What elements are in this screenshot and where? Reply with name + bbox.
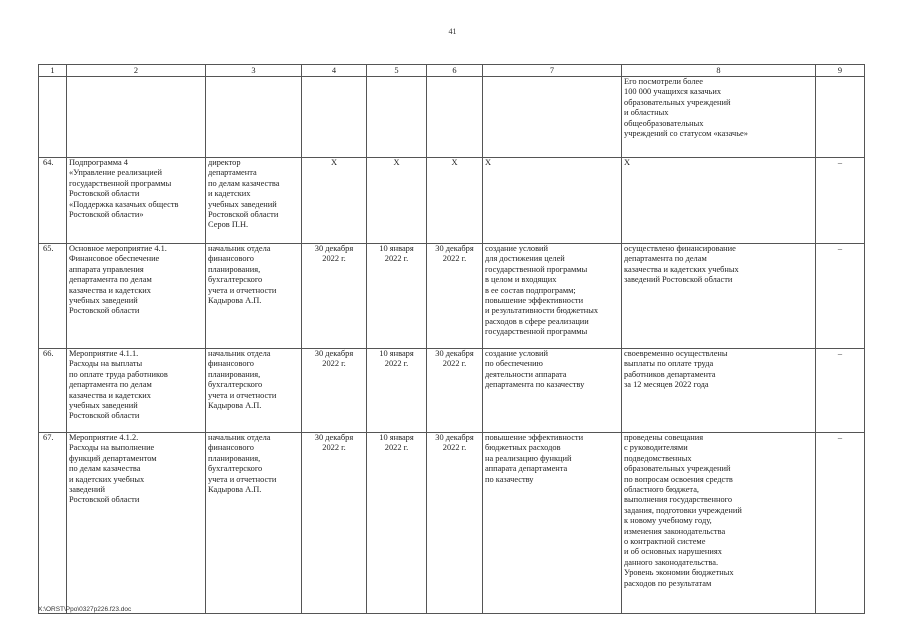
- cell-expected-result: [483, 77, 622, 158]
- cell-text-line: выплаты по оплате труда: [624, 359, 714, 369]
- cell-text-line: 2022 г.: [322, 359, 346, 369]
- column-header: 7: [483, 65, 622, 77]
- cell-text-line: «Управление реализацией: [69, 168, 162, 178]
- cell-text-line: по делам казачества: [208, 178, 280, 188]
- cell-text-line: заведений Ростовской области: [624, 275, 733, 285]
- cell-number: 66.: [39, 349, 67, 433]
- cell-text-line: и кадетских учебных: [69, 474, 145, 484]
- cell-text-line: выполнения государственного: [624, 495, 733, 505]
- cell-responsible: [206, 349, 302, 433]
- cell-text-line: 2022 г.: [442, 359, 467, 369]
- cell-text-line: аппарата департамента: [485, 464, 568, 474]
- cell-text-line: Х: [330, 158, 338, 167]
- cell-text-line: в ее состав подпрограмм;: [485, 285, 576, 295]
- cell-text-line: осуществлено финансирование: [624, 244, 736, 253]
- cell-text-line: создание условий: [485, 349, 549, 358]
- cell-text-line: казачества и кадетских: [69, 285, 151, 295]
- cell-text-line: казачества и кадетских: [69, 390, 151, 400]
- column-header: 3: [206, 65, 302, 77]
- cell-text-line: бухгалтерского: [208, 380, 263, 390]
- cell-text-line: Ростовской области: [208, 210, 279, 220]
- cell-plan-end: [427, 244, 483, 349]
- cell-text-line: государственной программы: [485, 327, 588, 337]
- cell-text-line: Его посмотрели более: [624, 77, 703, 86]
- cell-text-line: учета и отчетности: [208, 474, 277, 484]
- cell-text-line: бюджетных расходов: [485, 443, 561, 453]
- cell-text-line: казачества и кадетских учебных: [624, 264, 739, 274]
- cell-text-line: по казачеству: [485, 474, 534, 484]
- cell-text-line: учета и отчетности: [208, 285, 277, 295]
- cell-text-line: 2022 г.: [322, 254, 346, 264]
- cell-text-line: изменения законодательства: [624, 526, 726, 536]
- cell-text-line: учебных заведений: [69, 401, 138, 411]
- header-row: [39, 65, 865, 77]
- cell-text-line: деятельности аппарата: [485, 369, 567, 379]
- cell-text-line: департамента по делам: [624, 254, 707, 264]
- page-number: 41: [448, 27, 457, 36]
- cell-text-line: Ростовской области: [69, 495, 140, 505]
- cell-responsible: [206, 433, 302, 614]
- column-header: 2: [67, 65, 206, 77]
- cell-expected-result: [483, 433, 622, 614]
- cell-fact-start: [367, 77, 427, 158]
- cell-text-line: начальник отдела: [208, 244, 271, 253]
- column-header: 6: [427, 65, 483, 77]
- report-table: [38, 64, 865, 614]
- cell-text-line: бухгалтерского: [208, 275, 263, 285]
- cell-text-line: финансового: [208, 359, 254, 369]
- cell-reasons: [816, 433, 865, 614]
- cell-text-line: подведомственных: [624, 453, 692, 463]
- cell-number: 67.: [39, 433, 67, 614]
- cell-reasons: [816, 158, 865, 244]
- cell-text-line: 10 января: [379, 244, 414, 253]
- cell-text-line: и об основных нарушениях: [624, 547, 722, 557]
- cell-text-line: Серов П.Н.: [208, 220, 249, 230]
- cell-responsible: [206, 244, 302, 349]
- cell-text-line: Ростовской области»: [69, 210, 144, 220]
- cell-text-line: 2022 г.: [322, 443, 346, 453]
- cell-text-line: Кадырова А.П.: [208, 485, 262, 495]
- cell-text-line: проведены совещания: [624, 433, 704, 442]
- cell-text-line: 30 декабря: [435, 349, 474, 358]
- cell-fact-start: [367, 244, 427, 349]
- cell-text-line: за 12 месяцев 2022 года: [624, 380, 709, 390]
- cell-expected-result: [483, 244, 622, 349]
- cell-text-line: учебных заведений: [69, 296, 138, 306]
- column-header: 4: [302, 65, 367, 77]
- cell-text-line: государственной программы: [69, 178, 172, 188]
- cell-text-line: 2022 г.: [442, 254, 467, 264]
- cell-text-line: Х: [451, 158, 458, 167]
- cell-text-line: учреждений со статусом «казачье»: [624, 129, 748, 139]
- cell-event-name: [67, 158, 206, 244]
- cell-fact-start: [367, 433, 427, 614]
- cell-text-line: образовательных учреждений: [624, 97, 731, 107]
- cell-text-line: на реализацию функций: [485, 453, 572, 463]
- cell-actual-result: [622, 433, 816, 614]
- cell-number: [39, 77, 67, 158]
- cell-text-line: образовательных учреждений: [624, 464, 731, 474]
- cell-responsible: [206, 158, 302, 244]
- cell-text-line: 30 декабря: [314, 349, 354, 358]
- cell-text-line: 2022 г.: [384, 359, 409, 369]
- cell-text-line: своевременно осуществлены: [624, 349, 728, 358]
- cell-expected-result: [483, 349, 622, 433]
- cell-text-line: работников департамента: [624, 369, 716, 379]
- cell-plan-start: [302, 158, 367, 244]
- cell-text-line: государственной программы: [485, 264, 588, 274]
- cell-text-line: 2022 г.: [442, 443, 467, 453]
- cell-actual-result: [622, 244, 816, 349]
- cell-text-line: «Поддержка казачьих обществ: [69, 199, 179, 209]
- cell-plan-start: [302, 77, 367, 158]
- cell-text-line: планирования,: [208, 453, 261, 463]
- file-path: X:\ORST\Ppo\0327p226.f23.doc: [38, 606, 132, 613]
- cell-text-line: учебных заведений: [208, 199, 277, 209]
- column-header: 9: [816, 65, 865, 77]
- cell-text-line: Ростовской области: [69, 189, 140, 199]
- cell-text-line: повышение эффективности: [485, 296, 584, 306]
- cell-plan-end: [427, 77, 483, 158]
- cell-text-line: департамента по делам: [69, 380, 152, 390]
- cell-plan-start: [302, 244, 367, 349]
- cell-text-line: планирования,: [208, 264, 261, 274]
- cell-text-line: в целом и входящих: [485, 275, 557, 285]
- cell-plan-end: [427, 433, 483, 614]
- column-header: 5: [367, 65, 427, 77]
- cell-text-line: Кадырова А.П.: [208, 401, 262, 411]
- cell-text-line: 2022 г.: [384, 443, 409, 453]
- cell-text-line: 10 января: [379, 433, 414, 442]
- cell-text-line: 30 декабря: [314, 433, 354, 442]
- cell-event-name: [67, 244, 206, 349]
- cell-text-line: заведений: [69, 485, 105, 495]
- cell-text-line: и областных: [624, 108, 669, 118]
- table-row: [39, 349, 865, 433]
- table-row: [39, 433, 865, 614]
- table-row: [39, 77, 865, 158]
- table-row: [39, 158, 865, 244]
- cell-text-line: 100 000 учащихся казачьих: [624, 87, 722, 97]
- cell-text-line: финансового: [208, 443, 254, 453]
- cell-plan-end: [427, 349, 483, 433]
- cell-text-line: Х: [624, 158, 631, 167]
- cell-text-line: 10 января: [379, 349, 414, 358]
- cell-text-line: –: [837, 433, 843, 442]
- cell-fact-start: [367, 349, 427, 433]
- cell-text-line: 30 декабря: [314, 244, 354, 253]
- cell-text-line: по обеспечению: [485, 359, 543, 369]
- cell-plan-end: [427, 158, 483, 244]
- cell-fact-start: [367, 158, 427, 244]
- cell-reasons: [816, 244, 865, 349]
- cell-actual-result: [622, 158, 816, 244]
- cell-text-line: Кадырова А.П.: [208, 296, 262, 306]
- cell-text-line: департамента по казачеству: [485, 380, 585, 390]
- cell-text-line: и результативности бюджетных: [485, 306, 599, 316]
- cell-text-line: директор: [208, 158, 241, 167]
- cell-text-line: аппарата управления: [69, 264, 144, 274]
- cell-event-name: [67, 433, 206, 614]
- cell-text-line: 2022 г.: [384, 254, 409, 264]
- cell-text-line: финансового: [208, 254, 254, 264]
- cell-plan-start: [302, 433, 367, 614]
- cell-text-line: Х: [485, 158, 492, 167]
- cell-text-line: –: [837, 158, 843, 167]
- cell-text-line: Финансовое обеспечение: [69, 254, 160, 264]
- cell-event-name: [67, 349, 206, 433]
- cell-text-line: по вопросам освоения средств: [624, 474, 733, 484]
- cell-text-line: бухгалтерского: [208, 464, 263, 474]
- cell-text-line: начальник отдела: [208, 349, 271, 358]
- cell-text-line: Расходы на выплаты: [69, 359, 143, 369]
- cell-reasons: [816, 77, 865, 158]
- cell-text-line: по делам казачества: [69, 464, 141, 474]
- cell-number: 65.: [39, 244, 67, 349]
- cell-text-line: учета и отчетности: [208, 390, 277, 400]
- cell-text-line: Расходы на выполнение: [69, 443, 155, 453]
- cell-text-line: о контрактной системе: [624, 537, 706, 547]
- cell-text-line: Х: [393, 158, 400, 167]
- cell-text-line: по оплате труда работников: [69, 369, 168, 379]
- cell-text-line: департамента: [208, 168, 257, 178]
- cell-text-line: расходов в сфере реализации: [485, 316, 589, 326]
- cell-text-line: начальник отдела: [208, 433, 271, 442]
- table-row: [39, 244, 865, 349]
- cell-plan-start: [302, 349, 367, 433]
- cell-actual-result: [622, 349, 816, 433]
- cell-text-line: областного бюджета,: [624, 485, 700, 495]
- column-header: 1: [39, 65, 67, 77]
- cell-text-line: создание условий: [485, 244, 549, 253]
- cell-text-line: планирования,: [208, 369, 261, 379]
- cell-text-line: данного законодательства.: [624, 557, 719, 567]
- cell-text-line: Мероприятие 4.1.1.: [69, 349, 139, 358]
- cell-text-line: департамента по делам: [69, 275, 152, 285]
- cell-text-line: 30 декабря: [435, 433, 474, 442]
- cell-text-line: Ростовской области: [69, 411, 140, 421]
- cell-text-line: –: [837, 349, 843, 358]
- cell-text-line: расходов по результатам: [624, 578, 712, 588]
- cell-text-line: Уровень экономии бюджетных: [624, 568, 734, 578]
- cell-text-line: –: [837, 244, 843, 253]
- cell-text-line: повышение эффективности: [485, 433, 584, 442]
- cell-text-line: задания, подготовки учреждений: [624, 505, 742, 515]
- cell-text-line: Ростовской области: [69, 306, 140, 316]
- cell-actual-result: [622, 77, 816, 158]
- cell-responsible: [206, 77, 302, 158]
- cell-text-line: 30 декабря: [435, 244, 474, 253]
- cell-text-line: и кадетских: [208, 189, 251, 199]
- cell-event-name: [67, 77, 206, 158]
- cell-text-line: Мероприятие 4.1.2.: [69, 433, 139, 442]
- cell-text-line: функций департаментом: [69, 453, 157, 463]
- cell-text-line: Подпрограмма 4: [69, 158, 128, 167]
- cell-text-line: к новому учебному году,: [624, 516, 712, 526]
- cell-text-line: с руководителями: [624, 443, 688, 453]
- cell-text-line: Основное мероприятие 4.1.: [69, 244, 167, 253]
- cell-number: 64.: [39, 158, 67, 244]
- column-header: 8: [622, 65, 816, 77]
- cell-text-line: общеобразовательных: [624, 118, 704, 128]
- cell-expected-result: [483, 158, 622, 244]
- table-body: [39, 77, 865, 614]
- cell-text-line: для достижения целей: [485, 254, 565, 264]
- cell-reasons: [816, 349, 865, 433]
